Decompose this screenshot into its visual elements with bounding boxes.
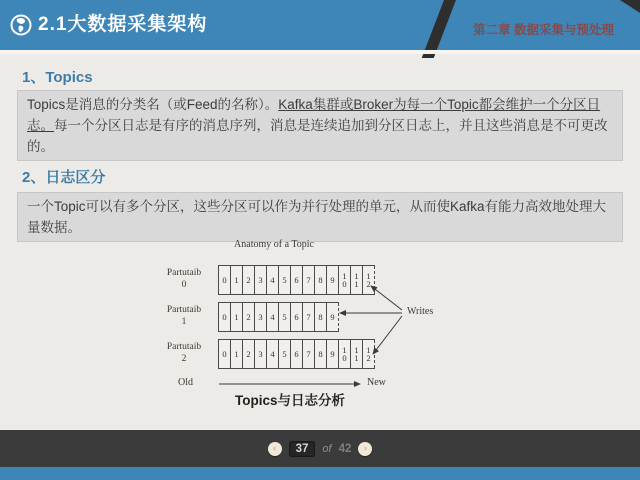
log-cell: 0 (219, 266, 231, 294)
partition-row-1-word: Partutaib (166, 305, 202, 316)
log-cell: 4 (267, 340, 279, 368)
writes-label: Writes (407, 306, 434, 317)
diagram-caption: Topics与日志分析 (234, 393, 345, 408)
partition-row-0 (155, 265, 375, 295)
chevron-right-icon: › (363, 443, 367, 453)
chevron-left-icon: ‹ (273, 443, 277, 453)
log-cell: 4 (267, 266, 279, 294)
log-cell: 12 (363, 340, 375, 368)
globe-icon (10, 14, 32, 36)
partition-row-0-cells (218, 265, 375, 295)
diagram-title: Anatomy of a Topic (234, 239, 314, 250)
partition-row-1-index: 1 (181, 317, 187, 327)
partition-row-0-label (155, 268, 213, 292)
topics-paragraph-box (17, 90, 623, 161)
partition-row-2-cells (218, 339, 375, 369)
log-cell: 1 (231, 303, 243, 331)
total-pages-label: 42 (338, 442, 352, 455)
log-cell: 3 (255, 266, 267, 294)
old-label: Old (178, 377, 193, 388)
partition-row-2-index: 2 (181, 354, 187, 364)
next-page-button[interactable] (358, 442, 372, 456)
partition-row-2-word: Partutaib (166, 342, 202, 353)
log-cell: 8 (315, 340, 327, 368)
new-label: New (367, 377, 386, 388)
log-cell: 1 (231, 266, 243, 294)
partition-row-0-index: 0 (181, 280, 187, 290)
log-cell: 11 (351, 340, 363, 368)
log-cell: 10 (339, 340, 351, 368)
partition-row-2 (155, 339, 375, 369)
partition-row-1-cells (218, 302, 339, 332)
slide-header (0, 0, 640, 50)
log-cell: 2 (243, 266, 255, 294)
section-heading-topics: 1、Topics (22, 69, 93, 86)
log-cell: 0 (219, 303, 231, 331)
partition-row-2-label (155, 342, 213, 366)
topics-text-3: 每一个分区日志是有序的消息序列，消息是连续追加到分区日志上，并且这些消息是不可更改的。 (27, 118, 608, 154)
footer-bar (0, 430, 640, 467)
log-cell: 2 (243, 340, 255, 368)
current-page-display[interactable]: 37 (289, 441, 316, 457)
log-cell: 6 (291, 266, 303, 294)
prev-page-button[interactable] (268, 442, 282, 456)
partition-row-1-label (155, 305, 213, 329)
log-cell: 6 (291, 303, 303, 331)
log-cell: 9 (327, 303, 339, 331)
log-cell: 7 (303, 266, 315, 294)
log-cell: 5 (279, 266, 291, 294)
log-cell: 9 (327, 340, 339, 368)
log-cell: 11 (351, 266, 363, 294)
log-cell: 3 (255, 340, 267, 368)
log-cell: 7 (303, 340, 315, 368)
chapter-label: 第二章 数据采集与预处理 (473, 23, 614, 37)
topics-text-2: Kafka集群或Broker为每一个Topic都会维护一个分区日志。 (27, 97, 601, 133)
log-cell: 0 (219, 340, 231, 368)
of-label: of (322, 442, 332, 455)
log-cell: 1 (231, 340, 243, 368)
log-cell: 5 (279, 303, 291, 331)
header-rule (0, 50, 640, 54)
partition-paragraph-box (17, 192, 623, 242)
log-cell: 8 (315, 266, 327, 294)
partition-text: 一个Topic可以有多个分区，这些分区可以作为并行处理的单元，从而使Kafka有能力高效地处理大量数据。 (27, 199, 607, 235)
log-cell: 4 (267, 303, 279, 331)
log-cell: 5 (279, 340, 291, 368)
section-heading-log-partition: 2、日志区分 (22, 169, 106, 186)
log-cell: 8 (315, 303, 327, 331)
header-corner-accent (620, 0, 640, 13)
topics-text-1: Topics是消息的分类名（或Feed的名称）。 (27, 97, 279, 112)
partition-row-0-word: Partutaib (166, 268, 202, 279)
log-cell: 7 (303, 303, 315, 331)
log-cell: 12 (363, 266, 375, 294)
bottom-accent-strip (0, 467, 640, 480)
log-cell: 3 (255, 303, 267, 331)
log-cell: 9 (327, 266, 339, 294)
page-title: 2.1大数据采集架构 (38, 14, 208, 35)
log-cell: 2 (243, 303, 255, 331)
log-cell: 10 (339, 266, 351, 294)
partition-row-1 (155, 302, 339, 332)
log-cell: 6 (291, 340, 303, 368)
